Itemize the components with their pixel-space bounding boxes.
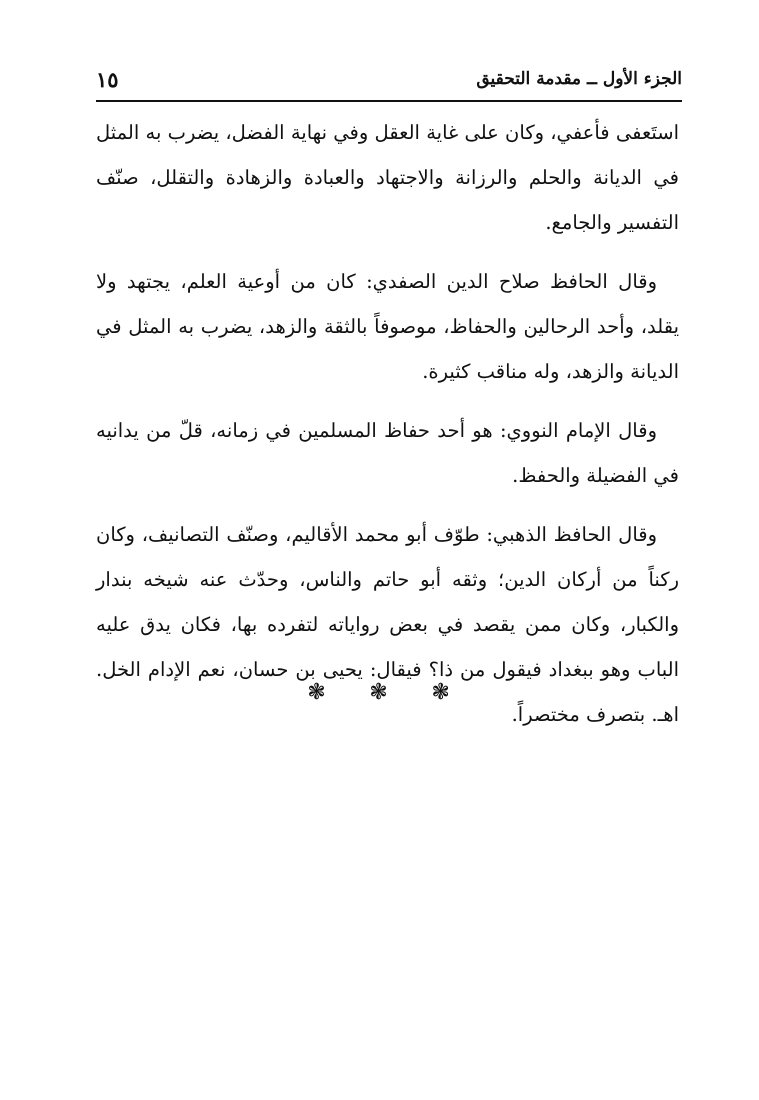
page-number: ١٥ xyxy=(96,66,119,92)
paragraph-3: وقال الإمام النووي: هو أحد حفاظ المسلمين في زمانه، قلّ من يدانيه في الفضيلة والحفظ. xyxy=(96,419,679,487)
running-header-title: الجزء الأول ــ مقدمة التحقيق xyxy=(476,69,682,89)
paragraph-2: وقال الحافظ صلاح الدين الصفدي: كان من أوعية العلم، يجتهد ولا يقلد، وأحد الرحالين والحفاظ، موصوفاً بالثقة والزهد، يضرب به المثل في الديانة والزهد، وله مناقب كثيرة. xyxy=(96,270,679,383)
running-header xyxy=(96,62,682,96)
section-separator-ornament: ❃ ❃ ❃ xyxy=(307,680,468,705)
header-rule xyxy=(96,100,682,102)
paragraph-4: وقال الحافظ الذهبي: طوّف أبو محمد الأقاليم، وصنّف التصانيف، وكان ركناً من أركان الدين؛ وثقه أبو حاتم والناس، وحدّث عنه شيخه بندار والكبار، وكان ممن يقصد في بعض رواياته لتفرده بها، فكان يدق عليه الباب وهو ببغداد فيقول من ذا؟ فيقال: يحيى بن حسان، نعم الإدام الخل. اهـ. بتصرف مختصراً. xyxy=(96,523,679,726)
paragraph-1: استَعفى فأعفي، وكان على غاية العقل وفي نهاية الفضل، يضرب به المثل في الديانة والحلم والرزانة والاجتهاد والعبادة والزهادة والتقلل، صنّف التفسير والجامع. xyxy=(96,121,679,234)
body-text xyxy=(96,110,679,751)
